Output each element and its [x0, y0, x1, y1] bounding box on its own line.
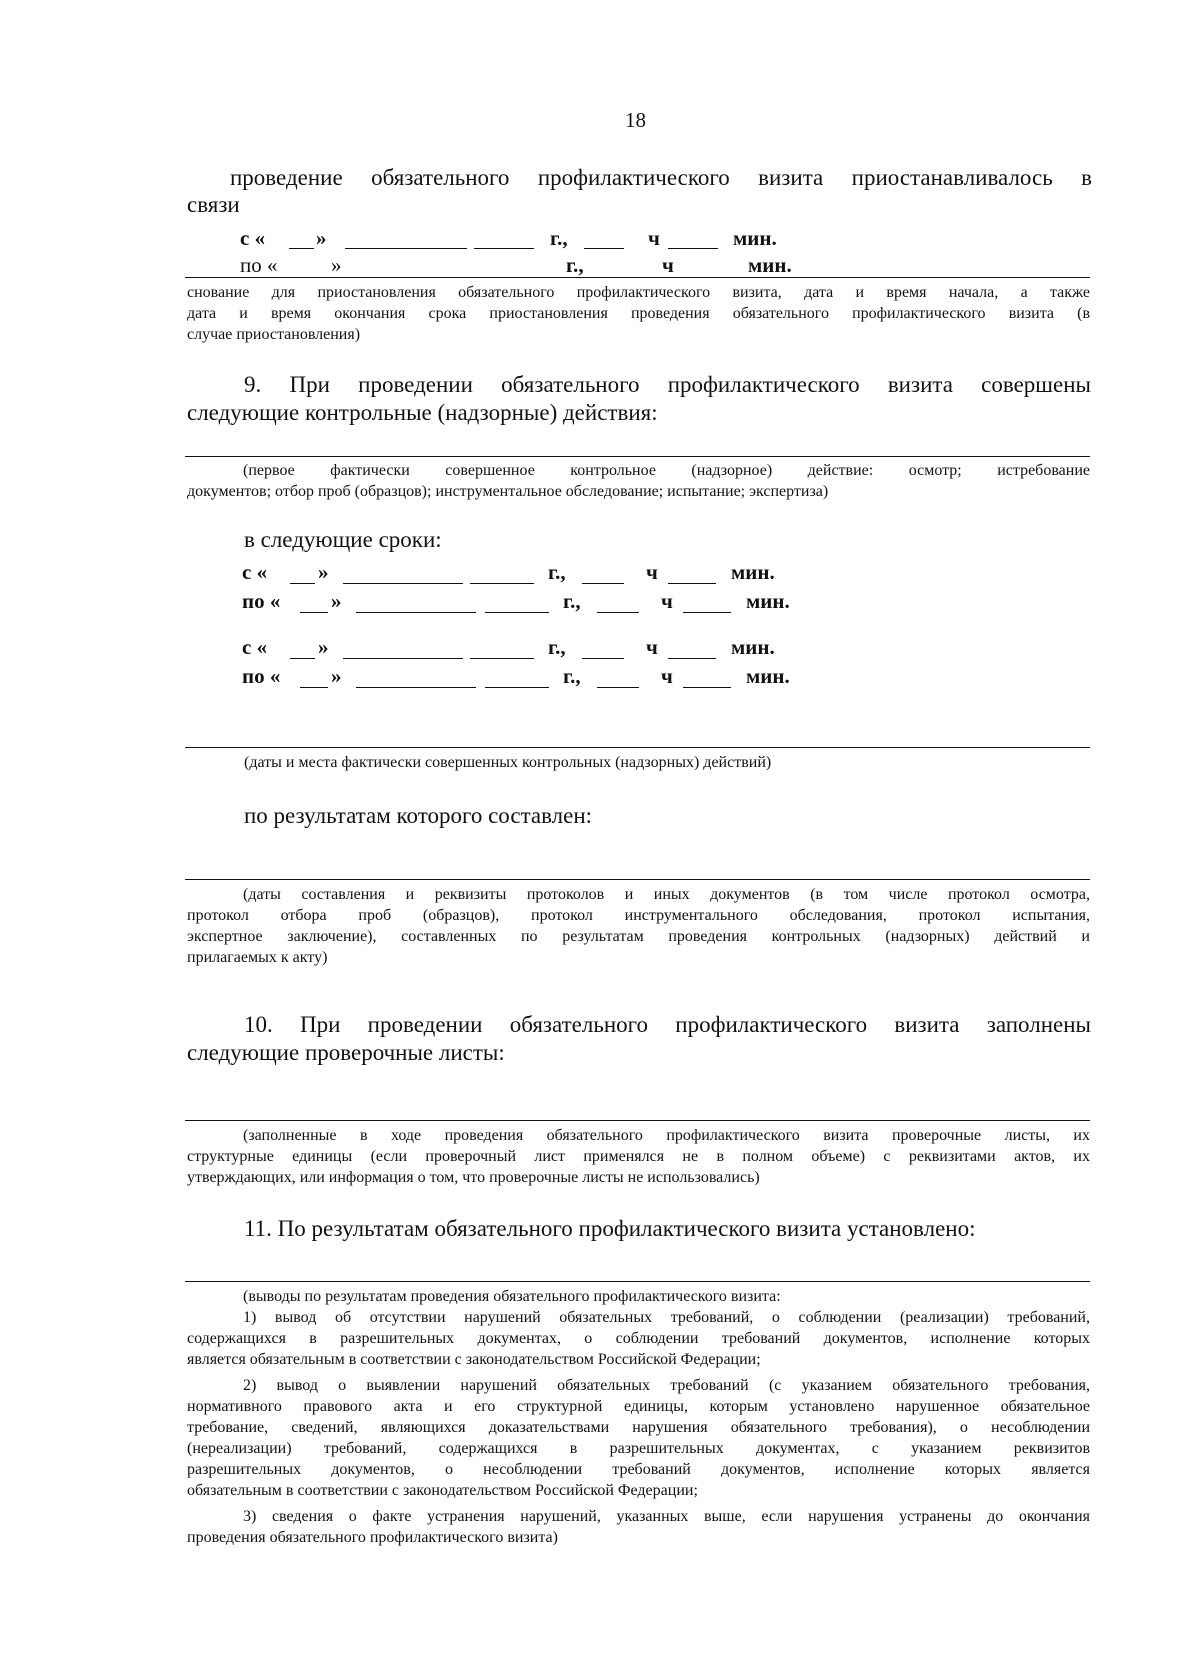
- hour-label: ч: [648, 226, 660, 250]
- results-label: по результатам которого составлен:: [244, 803, 593, 828]
- minute-label: мин.: [746, 589, 790, 613]
- hour-blank[interactable]: [584, 248, 624, 249]
- year-label: г.,: [563, 664, 581, 688]
- suspension-note: дата и время окончания срока приостановления проведения обязательного профилактического визита (в: [187, 305, 1090, 322]
- hour-label: ч: [646, 635, 658, 659]
- findings-note-line: обязательным в соответствии с законодательством Российской Федерации;: [187, 1482, 698, 1499]
- minute-blank[interactable]: [683, 612, 731, 613]
- action-note: документов; отбор проб (образцов); инструментальное обследование; испытание; экспертиза): [187, 483, 829, 500]
- suspension-text-cont: связи: [187, 192, 240, 217]
- minute-blank[interactable]: [668, 583, 716, 584]
- hour-blank[interactable]: [582, 583, 624, 584]
- checklists-note: структурные единицы (если проверочный лист применялся не в полном объеме) с реквизитами актов, их: [187, 1148, 1090, 1165]
- terms-label: в следующие сроки:: [244, 527, 442, 552]
- hour-label: ч: [662, 253, 674, 277]
- day-blank[interactable]: [289, 248, 314, 249]
- findings-note-line: нормативного правового акта и его структурной единицы, которым установлено нарушенное обязательное: [187, 1398, 1090, 1415]
- year-blank[interactable]: [470, 583, 534, 584]
- day-blank[interactable]: [290, 583, 315, 584]
- checklists-note: утверждающих, или информация о том, что проверочные листы не использовались): [187, 1169, 760, 1186]
- minute-label: мин.: [731, 560, 775, 584]
- findings-note-line: проведения обязательного профилактического визита): [187, 1529, 558, 1546]
- minute-label: мин.: [746, 664, 790, 688]
- section-9-heading-cont: следующие контрольные (надзорные) действия:: [187, 400, 658, 425]
- section-11-heading: 11. По результатам обязательного профилактического визита установлено:: [244, 1216, 976, 1241]
- quote-close: »: [331, 253, 342, 277]
- suspension-text: проведение обязательного профилактического визита приостанавливалось в: [230, 165, 1092, 190]
- month-blank[interactable]: [345, 248, 467, 249]
- docs-note: (даты составления и реквизиты протоколов и иных документов (в том числе протокол осмотра,: [243, 886, 1090, 903]
- findings-note-line: содержащихся в разрешительных документах, о соблюдении требований документов, исполнение которых: [187, 1330, 1090, 1347]
- findings-note-line: требование, сведений, являющихся доказательствами нарушения обязательного требования), о несоблюдении: [187, 1419, 1090, 1436]
- docs-note: экспертное заключение), составленных по результатам проведения контрольных (надзорных) действий и: [187, 928, 1090, 945]
- suspension-rule: [185, 277, 1090, 278]
- hour-blank[interactable]: [582, 658, 624, 659]
- month-blank[interactable]: [356, 612, 476, 613]
- docs-rule: [185, 879, 1090, 880]
- day-blank[interactable]: [300, 687, 328, 688]
- minute-blank[interactable]: [668, 658, 716, 659]
- year-blank[interactable]: [485, 687, 549, 688]
- findings-note-line: (нереализации) требований, содержащихся в разрешительных документах, с указанием реквизитов: [187, 1440, 1090, 1457]
- hour-blank[interactable]: [597, 612, 639, 613]
- day-blank[interactable]: [300, 612, 328, 613]
- findings-note-line: 3) сведения о факте устранения нарушений, указанных выше, если нарушения устранены до окончания: [243, 1508, 1090, 1525]
- docs-note: протокол отбора проб (образцов), протокол инструментального обследования, протокол испытания,: [187, 907, 1090, 924]
- quote-close: »: [316, 226, 327, 250]
- year-blank[interactable]: [485, 612, 549, 613]
- suspension-note: снование для приостановления обязательного профилактического визита, дата и время начала, а также: [187, 284, 1090, 301]
- docs-note: прилагаемых к акту): [187, 949, 328, 966]
- year-label: г.,: [563, 589, 581, 613]
- suspension-note: случае приостановления): [187, 326, 361, 343]
- from-label: с «: [242, 635, 268, 659]
- year-blank[interactable]: [474, 248, 534, 249]
- month-blank[interactable]: [356, 687, 476, 688]
- minute-blank[interactable]: [683, 687, 731, 688]
- to-label: по «: [242, 664, 281, 688]
- month-blank[interactable]: [343, 583, 463, 584]
- quote-close: »: [331, 589, 342, 613]
- from-label: с «: [242, 560, 268, 584]
- minute-label: мин.: [731, 635, 775, 659]
- from-label: с «: [240, 226, 266, 250]
- checklists-rule: [185, 1120, 1090, 1121]
- quote-close: »: [318, 560, 329, 584]
- dates-rule: [185, 747, 1090, 748]
- action-note: (первое фактически совершенное контрольное (надзорное) действие: осмотр; истребование: [243, 462, 1090, 479]
- minute-blank[interactable]: [668, 248, 718, 249]
- year-label: г.,: [548, 635, 566, 659]
- findings-note-line: (выводы по результатам проведения обязательного профилактического визита:: [243, 1288, 781, 1305]
- section-10-heading-cont: следующие проверочные листы:: [187, 1040, 505, 1065]
- hour-label: ч: [661, 664, 673, 688]
- year-label: г.,: [550, 226, 568, 250]
- hour-blank[interactable]: [597, 687, 639, 688]
- checklists-note: (заполненные в ходе проведения обязательного профилактического визита проверочные листы, их: [243, 1127, 1090, 1144]
- hour-label: ч: [646, 560, 658, 584]
- dates-note: (даты и места фактически совершенных контрольных (надзорных) действий): [244, 754, 772, 771]
- findings-note-line: является обязательным в соответствии с законодательством Российской Федерации;: [187, 1351, 761, 1368]
- minute-label: мин.: [748, 253, 792, 277]
- page-number: 18: [625, 108, 646, 132]
- to-label: по «: [240, 253, 278, 277]
- quote-close: »: [318, 635, 329, 659]
- day-blank[interactable]: [290, 658, 315, 659]
- section-9-heading: 9. При проведении обязательного профилактического визита совершены: [244, 372, 1091, 397]
- year-blank[interactable]: [470, 658, 534, 659]
- hour-label: ч: [661, 589, 673, 613]
- year-label: г.,: [566, 253, 584, 277]
- section-10-heading: 10. При проведении обязательного профилактического визита заполнены: [244, 1012, 1091, 1037]
- minute-label: мин.: [733, 226, 777, 250]
- action-rule: [185, 456, 1090, 457]
- to-label: по «: [242, 589, 281, 613]
- quote-close: »: [331, 664, 342, 688]
- findings-rule: [185, 1281, 1090, 1282]
- findings-note-line: 2) вывод о выявлении нарушений обязательных требований (с указанием обязательного требования,: [243, 1377, 1090, 1394]
- month-blank[interactable]: [343, 658, 463, 659]
- findings-note-line: 1) вывод об отсутствии нарушений обязательных требований, о соблюдении (реализации) требований,: [243, 1309, 1090, 1326]
- findings-note-line: разрешительных документов, о несоблюдении требований документов, исполнение которых является: [187, 1461, 1090, 1478]
- year-label: г.,: [548, 560, 566, 584]
